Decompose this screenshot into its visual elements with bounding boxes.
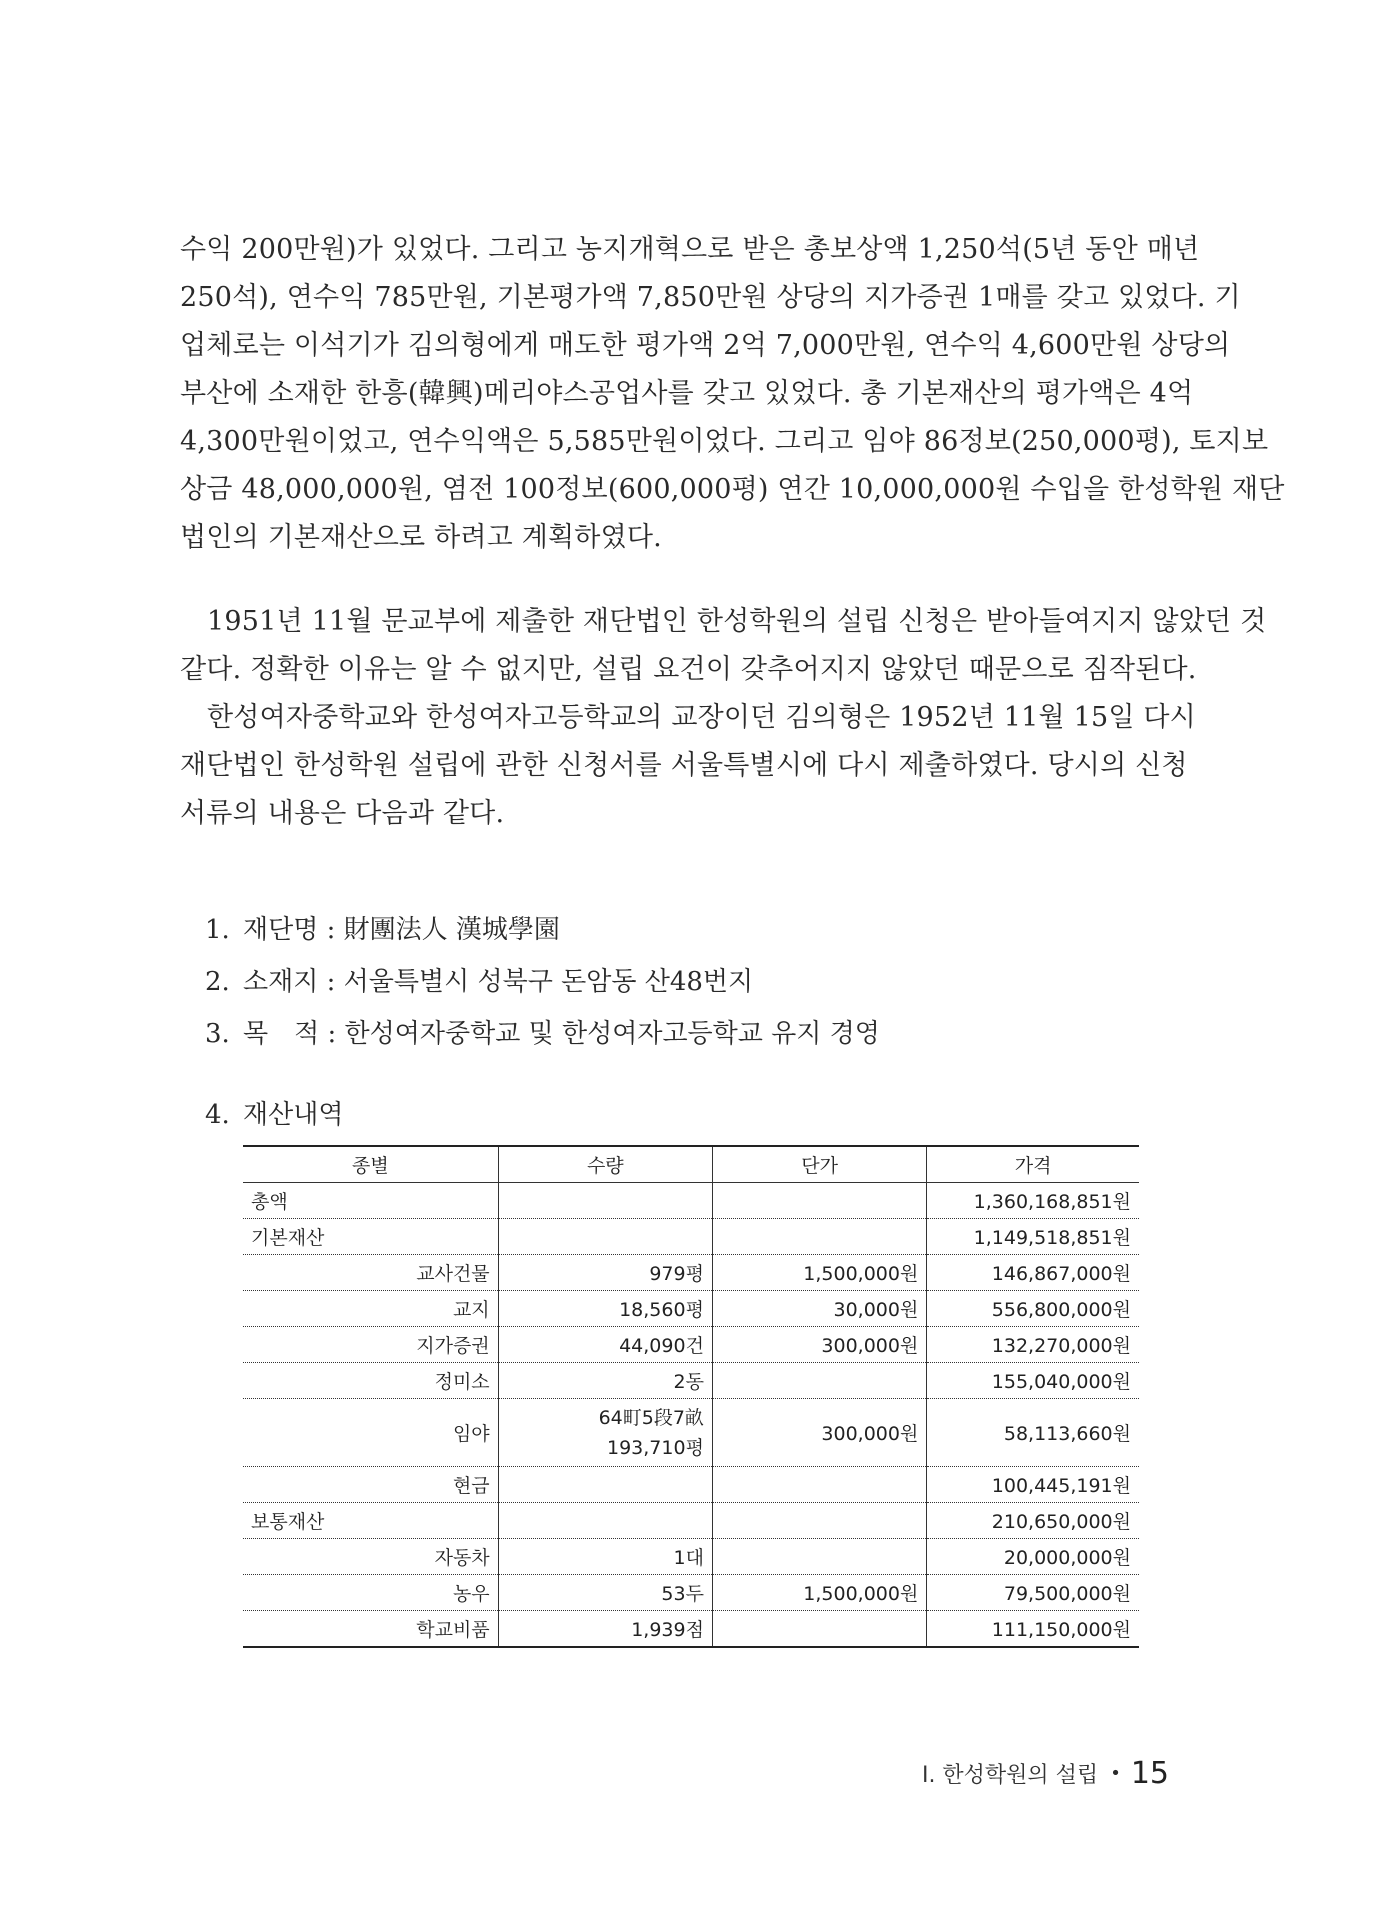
paragraph-line: 상금 48,000,000원, 염전 100정보(600,000평) 연간 10,000,000원 수입을 한성학원 재단	[180, 474, 1285, 505]
cell-unit-price: 1,500,000원	[712, 1255, 926, 1291]
table-row	[243, 1291, 1139, 1327]
cell-price: 79,500,000원	[927, 1575, 1139, 1611]
cell-price: 556,800,000원	[927, 1291, 1139, 1327]
table-row	[243, 1183, 1139, 1219]
cell-type: 총액	[243, 1183, 498, 1219]
page-number: 15	[1130, 1756, 1169, 1791]
cell-price: 20,000,000원	[927, 1539, 1139, 1575]
paragraph-line: 서류의 내용은 다음과 같다.	[180, 798, 505, 829]
paragraph-line: 수익 200만원)가 있었다. 그리고 농지개혁으로 받은 총보상액 1,250석(5년 동안 매년	[180, 234, 1200, 265]
paragraph-1	[180, 226, 1285, 562]
section-heading: 재산내역	[243, 1100, 344, 1130]
paragraph-3	[180, 694, 1196, 838]
cell-type: 교지	[243, 1291, 498, 1327]
table-row	[243, 1399, 1139, 1467]
cell-price: 146,867,000원	[927, 1255, 1139, 1291]
paragraph-line: 4,300만원이었고, 연수익액은 5,585만원이었다. 그리고 임야 86정보(250,000평), 토지보	[180, 426, 1269, 457]
cell-unit-price	[712, 1219, 926, 1255]
cell-price: 1,360,168,851원	[927, 1183, 1139, 1219]
table-row	[243, 1611, 1139, 1648]
paragraph-line: 업체로는 이석기가 김의형에게 매도한 평가액 2억 7,000만원, 연수익 4,600만원 상당의	[180, 330, 1231, 361]
section-title	[205, 1090, 343, 1140]
cell-type: 정미소	[243, 1363, 498, 1399]
bullet-icon: •	[1110, 1763, 1121, 1784]
quantity-line: 64町5段7畝	[598, 1406, 704, 1429]
list-item	[205, 904, 880, 956]
cell-unit-price: 300,000원	[712, 1399, 926, 1467]
cell-quantity	[498, 1399, 712, 1467]
cell-price: 132,270,000원	[927, 1327, 1139, 1363]
cell-price: 155,040,000원	[927, 1363, 1139, 1399]
cell-quantity: 2동	[498, 1363, 712, 1399]
cell-price: 1,149,518,851원	[927, 1219, 1139, 1255]
cell-quantity	[498, 1503, 712, 1539]
cell-type: 보통재산	[243, 1503, 498, 1539]
section-number: 4.	[205, 1100, 230, 1130]
application-details-list	[205, 904, 880, 1060]
cell-unit-price	[712, 1539, 926, 1575]
cell-quantity	[498, 1219, 712, 1255]
page-footer	[922, 1756, 1169, 1791]
list-text: 목 적 : 한성여자중학교 및 한성여자고등학교 유지 경영	[243, 1019, 880, 1049]
cell-unit-price	[712, 1503, 926, 1539]
table-row	[243, 1219, 1139, 1255]
table-row	[243, 1503, 1139, 1539]
table-row	[243, 1255, 1139, 1291]
list-number: 3.	[205, 1019, 230, 1049]
cell-quantity: 1,939점	[498, 1611, 712, 1648]
table-row	[243, 1327, 1139, 1363]
table-header-row	[243, 1146, 1139, 1183]
cell-quantity: 18,560평	[498, 1291, 712, 1327]
assets-table	[243, 1145, 1139, 1648]
cell-quantity: 1대	[498, 1539, 712, 1575]
cell-price: 111,150,000원	[927, 1611, 1139, 1648]
cell-quantity: 53두	[498, 1575, 712, 1611]
list-number: 2.	[205, 967, 230, 997]
cell-quantity	[498, 1183, 712, 1219]
paragraph-2	[180, 598, 1267, 694]
paragraph-line: 재단법인 한성학원 설립에 관한 신청서를 서울특별시에 다시 제출하였다. 당시의 신청	[180, 750, 1188, 781]
chapter-title: Ⅰ. 한성학원의 설립	[921, 1763, 1099, 1788]
cell-type: 지가증권	[243, 1327, 498, 1363]
paragraph-line: 한성여자중학교와 한성여자고등학교의 교장이던 김의형은 1952년 11월 15일 다시	[207, 702, 1196, 733]
cell-quantity	[498, 1467, 712, 1503]
cell-type: 임야	[243, 1399, 498, 1467]
cell-unit-price	[712, 1611, 926, 1648]
list-text: 소재지 : 서울특별시 성북구 돈암동 산48번지	[243, 967, 754, 997]
cell-type: 기본재산	[243, 1219, 498, 1255]
table-row	[243, 1575, 1139, 1611]
cell-unit-price: 300,000원	[712, 1327, 926, 1363]
table-row	[243, 1467, 1139, 1503]
paragraph-line: 부산에 소재한 한흥(韓興)메리야스공업사를 갖고 있었다. 총 기본재산의 평가액은 4억	[180, 378, 1194, 409]
cell-price: 58,113,660원	[927, 1399, 1139, 1467]
paragraph-line: 250석), 연수익 785만원, 기본평가액 7,850만원 상당의 지가증권 1매를 갖고 있었다. 기	[180, 282, 1241, 313]
cell-quantity: 44,090건	[498, 1327, 712, 1363]
cell-unit-price: 1,500,000원	[712, 1575, 926, 1611]
cell-type: 자동차	[243, 1539, 498, 1575]
paragraph-line: 같다. 정확한 이유는 알 수 없지만, 설립 요건이 갖추어지지 않았던 때문으로 짐작된다.	[180, 654, 1197, 685]
cell-type: 현금	[243, 1467, 498, 1503]
cell-unit-price	[712, 1467, 926, 1503]
cell-type: 교사건물	[243, 1255, 498, 1291]
cell-unit-price	[712, 1363, 926, 1399]
cell-price: 100,445,191원	[927, 1467, 1139, 1503]
cell-unit-price: 30,000원	[712, 1291, 926, 1327]
header-quantity: 수량	[498, 1146, 712, 1183]
header-price: 가격	[927, 1146, 1139, 1183]
table-row	[243, 1363, 1139, 1399]
list-text: 재단명 : 財團法人 漢城學園	[243, 915, 560, 945]
list-item	[205, 1008, 880, 1060]
cell-price: 210,650,000원	[927, 1503, 1139, 1539]
list-item	[205, 956, 880, 1008]
table-row	[243, 1539, 1139, 1575]
cell-type: 학교비품	[243, 1611, 498, 1648]
quantity-line: 193,710평	[607, 1436, 704, 1459]
header-unit-price: 단가	[712, 1146, 926, 1183]
cell-unit-price	[712, 1183, 926, 1219]
header-type: 종별	[243, 1146, 498, 1183]
paragraph-line: 법인의 기본재산으로 하려고 계획하였다.	[180, 522, 662, 553]
list-number: 1.	[205, 915, 230, 945]
cell-type: 농우	[243, 1575, 498, 1611]
cell-quantity: 979평	[498, 1255, 712, 1291]
paragraph-line: 1951년 11월 문교부에 제출한 재단법인 한성학원의 설립 신청은 받아들여지지 않았던 것	[207, 606, 1267, 637]
